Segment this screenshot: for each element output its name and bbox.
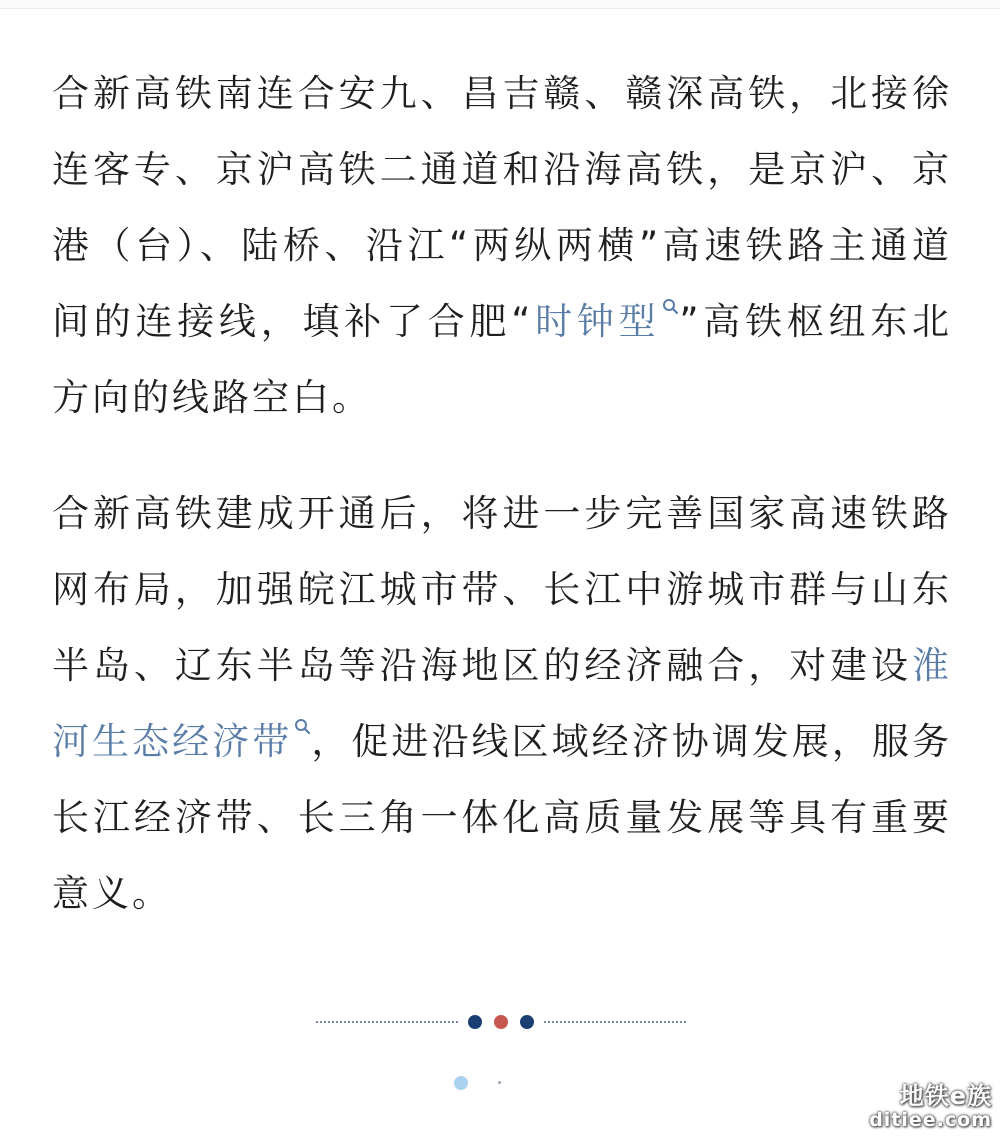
watermark [869,1083,992,1132]
section-divider [316,1012,686,1032]
search-icon [662,298,679,318]
search-icon [294,718,311,738]
divider-dot-navy-left [468,1015,482,1029]
keyword-link-clock-type[interactable] [533,300,679,343]
divider-dotted-line-right [544,1021,686,1023]
carousel-indicator [452,1075,512,1091]
watermark-domain: ditiee.com [869,1109,992,1132]
carousel-dot-inactive[interactable] [498,1081,501,1084]
article-body [52,56,952,932]
paragraph-2 [52,476,952,932]
paragraph-2-text-start: 合新高铁建成开通后，将进一步完善国家高速铁路网布局，加强皖江城市带、长江中游城市群与山东半岛、辽东半岛等沿海地区的经济融合，对建设 [52,492,952,687]
paragraph-1-text-end: ”高铁枢纽东北方向的线路空白。 [52,300,953,419]
paragraph-1 [52,56,952,436]
divider-dotted-line-left [316,1021,458,1023]
paragraph-1-text-start: 合新高铁南连合安九、昌吉赣、赣深高铁，北接徐连客专、京沪高铁二通道和沿海高铁，是京沪、京港（台）、陆桥、沿江“两纵两横”高速铁路主通道间的连接线，填补了合肥“ [52,72,952,343]
divider-dot-navy-right [520,1015,534,1029]
keyword-label: 时钟型 [533,300,661,343]
paragraph-2-text-end: ，促进沿线区域经济协调发展，服务长江经济带、长三角一体化高质量发展等具有重要意义。 [52,720,953,915]
carousel-dot-active[interactable] [454,1076,468,1090]
top-edge [0,0,1000,9]
keyword-label: 淮河生态经济带 [52,644,952,763]
watermark-name: 地铁e族 [899,1081,992,1110]
divider-dot-red [494,1015,508,1029]
